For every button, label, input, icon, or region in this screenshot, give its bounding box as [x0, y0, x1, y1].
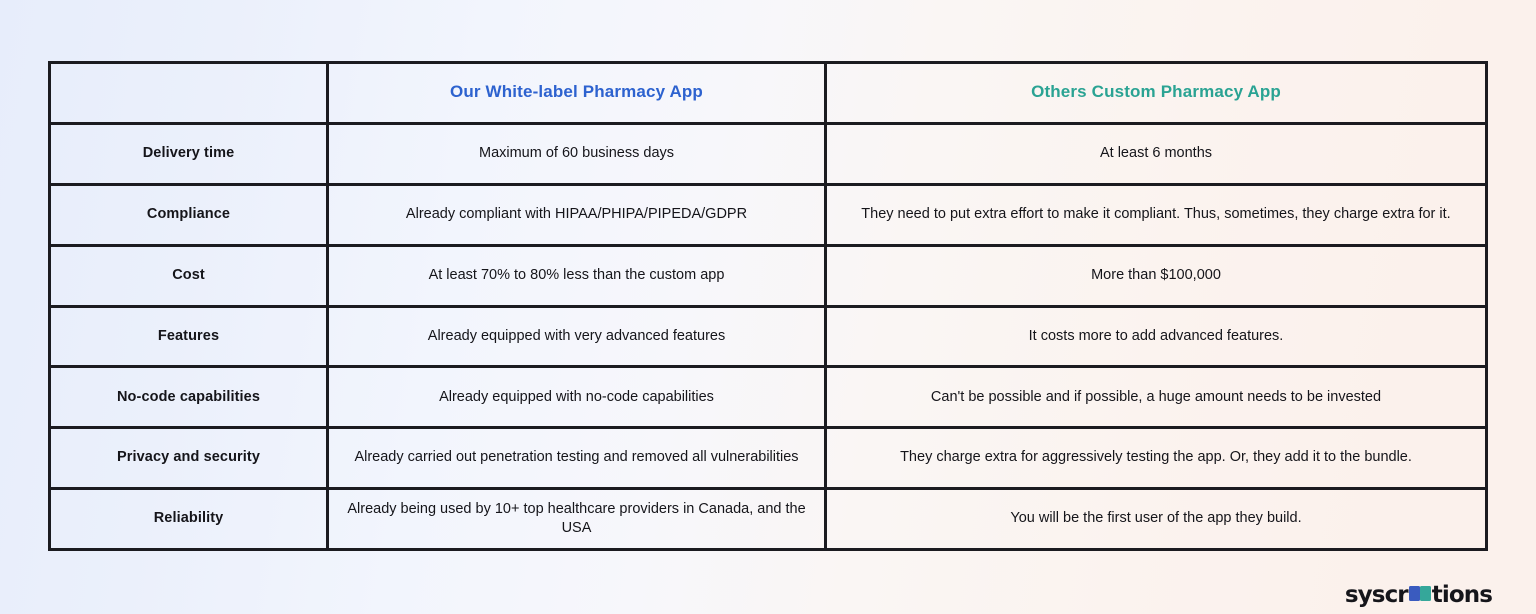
row-others-value: They charge extra for aggressively testing the app. Or, they add it to the bundle. [900, 449, 1412, 466]
row-ours-value: Maximum of 60 business days [329, 125, 827, 183]
row-label: Delivery time [51, 125, 329, 183]
row-ours-value: Already carried out penetration testing and removed all vulnerabilities [329, 429, 827, 487]
row-others-value: At least 6 months [1099, 145, 1213, 162]
header-cell-label [51, 64, 329, 122]
logo-text-part-2: tions [1431, 582, 1492, 608]
row-others-value: It costs more to add advanced features. [1028, 327, 1284, 344]
row-ours-value: Already equipped with very advanced features [329, 308, 827, 366]
row-ours-value: Already equipped with no-code capabilities [329, 368, 827, 426]
table-row [51, 247, 1485, 308]
row-ours-value: Already being used by 10+ top healthcare providers in Canada, and the USA [329, 490, 827, 548]
table-header-row [51, 64, 1485, 125]
header-cell-ours: Our White-label Pharmacy App [329, 64, 827, 122]
logo-text-part-1: syscr [1344, 582, 1408, 608]
logo-wordmark [1345, 582, 1492, 608]
table-row [51, 308, 1485, 369]
logo-ea-mark-icon [1409, 586, 1431, 601]
row-others-value: Can't be possible and if possible, a huge amount needs to be invested [930, 388, 1382, 405]
row-label: Reliability [51, 490, 329, 548]
row-others-value: More than $100,000 [1091, 266, 1221, 283]
row-ours-value: Already compliant with HIPAA/PHIPA/PIPEDA/GDPR [329, 186, 827, 244]
table-row [51, 490, 1485, 548]
row-label: Compliance [51, 186, 329, 244]
logo-square-teal-icon [1420, 586, 1431, 601]
table-row [51, 125, 1485, 186]
row-label: Privacy and security [51, 429, 329, 487]
syscreations-logo [1345, 580, 1492, 608]
row-label: No-code capabilities [51, 368, 329, 426]
row-label: Cost [51, 247, 329, 305]
table-row [51, 186, 1485, 247]
row-others-value: You will be the first user of the app they build. [1010, 510, 1302, 527]
header-cell-others: Others Custom Pharmacy App [1031, 82, 1281, 102]
table-row [51, 368, 1485, 429]
row-label: Features [51, 308, 329, 366]
row-others-value: They need to put extra effort to make it compliant. Thus, sometimes, they charge extra for it. [861, 205, 1451, 222]
comparison-table [48, 61, 1488, 551]
row-ours-value: At least 70% to 80% less than the custom app [329, 247, 827, 305]
logo-square-blue-icon [1409, 586, 1420, 601]
table-row [51, 429, 1485, 490]
